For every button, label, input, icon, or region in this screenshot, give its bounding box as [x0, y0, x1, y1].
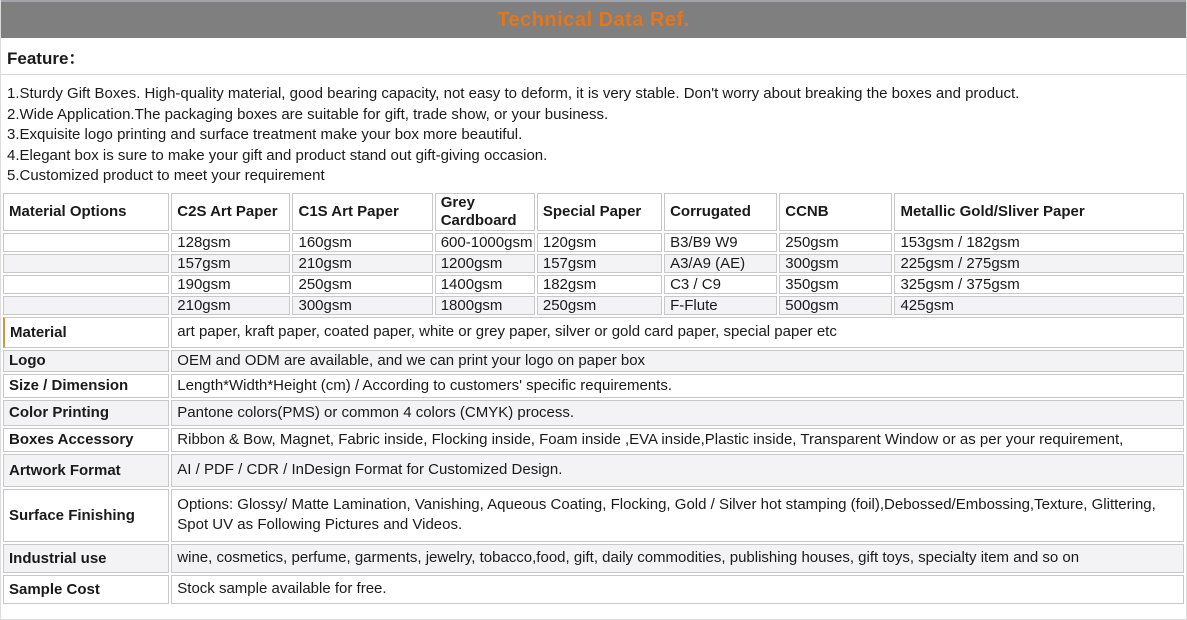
spec-row-logo: [3, 350, 1184, 372]
feature-section: [1, 38, 1186, 191]
gsm-cell: 1400gsm: [435, 275, 535, 294]
gsm-cell: 210gsm: [292, 254, 432, 273]
feature-item-5: 5.Customized product to meet your requirement: [7, 167, 325, 184]
spec-label-artwork-format: Artwork Format: [3, 454, 169, 487]
gsm-cell: 210gsm: [171, 296, 290, 315]
gsm-cell: 120gsm: [537, 233, 662, 252]
flute-cell: B3/B9 W9: [664, 233, 777, 252]
spec-row-surface-finishing: [3, 489, 1184, 542]
gsm-cell: 325gsm / 375gsm: [894, 275, 1184, 294]
gsm-cell: 300gsm: [779, 254, 892, 273]
gsm-cell: 190gsm: [171, 275, 290, 294]
spec-label-logo: Logo: [3, 350, 169, 372]
gsm-cell: 225gsm / 275gsm: [894, 254, 1184, 273]
gsm-cell: 250gsm: [779, 233, 892, 252]
spec-value-logo: OEM and ODM are available, and we can print your logo on paper box: [171, 350, 1184, 372]
spec-row-sample-cost: [3, 575, 1184, 604]
spec-row-artwork-format: [3, 454, 1184, 487]
flute-cell: F-Flute: [664, 296, 777, 315]
column-header-special-paper: Special Paper: [537, 193, 662, 231]
feature-item-2: 2.Wide Application.The packaging boxes are suitable for gift, trade show, or your business.: [7, 105, 609, 123]
gsm-cell: 300gsm: [292, 296, 432, 315]
gsm-cell: 1800gsm: [435, 296, 535, 315]
gsm-cell: 1200gsm: [435, 254, 535, 273]
empty-cell: [3, 254, 169, 273]
column-header-c1s-art-paper: C1S Art Paper: [292, 193, 432, 231]
empty-cell: [3, 296, 169, 315]
materials-row-4: [3, 296, 1184, 315]
spec-label-sample-cost: Sample Cost: [3, 575, 169, 604]
column-header-material-options: Material Options: [3, 193, 169, 231]
empty-cell: [3, 233, 169, 252]
spec-value-surface-finishing: Options: Glossy/ Matte Lamination, Vanishing, Aqueous Coating, Flocking, Gold / Silver hot stamping (foil),Debossed/Embossing,Texture, Glittering, Spot UV as Following Pictures and Videos.: [171, 489, 1184, 542]
spec-row-boxes-accessory: [3, 428, 1184, 452]
spec-label-boxes-accessory: Boxes Accessory: [3, 428, 169, 452]
title-bar: [1, 0, 1186, 38]
spec-label-material: Material: [3, 317, 169, 348]
gsm-cell: 250gsm: [292, 275, 432, 294]
gsm-cell: 128gsm: [171, 233, 290, 252]
spec-value-material: art paper, kraft paper, coated paper, white or grey paper, silver or gold card paper, special paper etc: [171, 317, 1184, 348]
spec-label-industrial-use: Industrial use: [3, 544, 169, 573]
spec-row-industrial-use: [3, 544, 1184, 573]
feature-item-3: 3.Exquisite logo printing and surface treatment make your box more beautiful.: [7, 126, 523, 143]
spec-value-boxes-accessory: Ribbon & Bow, Magnet, Fabric inside, Flocking inside, Foam inside ,EVA inside,Plastic inside, Transparent Window or as per your requirement,: [171, 428, 1184, 452]
column-header-ccnb: CCNB: [779, 193, 892, 231]
gsm-cell: 350gsm: [779, 275, 892, 294]
feature-heading: Feature：: [1, 38, 1186, 75]
spec-value-artwork-format: AI / PDF / CDR / InDesign Format for Customized Design.: [171, 454, 1184, 487]
materials-row-1: [3, 233, 1184, 252]
empty-cell: [3, 275, 169, 294]
feature-item-4: 4.Elegant box is sure to make your gift and product stand out gift-giving occasion.: [7, 146, 548, 164]
spec-row-size-dimension: [3, 374, 1184, 398]
page-title: Technical Data Ref.: [497, 8, 690, 31]
technical-data-table: [1, 191, 1186, 606]
gsm-cell: 160gsm: [292, 233, 432, 252]
gsm-cell: 182gsm: [537, 275, 662, 294]
spec-label-surface-finishing: Surface Finishing: [3, 489, 169, 542]
materials-row-3: [3, 275, 1184, 294]
feature-item-1: 1.Sturdy Gift Boxes. High-quality material, good bearing capacity, not easy to deform, it is very stable. Don't worry about breaking the boxes and product.: [7, 85, 1020, 102]
gsm-cell: 425gsm: [894, 296, 1184, 315]
flute-cell: C3 / C9: [664, 275, 777, 294]
gsm-cell: 153gsm / 182gsm: [894, 233, 1184, 252]
column-header-grey-cardboard: Grey Cardboard: [435, 193, 535, 231]
spec-value-color-printing: Pantone colors(PMS) or common 4 colors (CMYK) process.: [171, 400, 1184, 426]
gsm-cell: 157gsm: [537, 254, 662, 273]
spec-row-material: [3, 317, 1184, 348]
gsm-cell: 500gsm: [779, 296, 892, 315]
spec-label-size-dimension: Size / Dimension: [3, 374, 169, 398]
column-header-c2s-art-paper: C2S Art Paper: [171, 193, 290, 231]
column-header-corrugated: Corrugated: [664, 193, 777, 231]
gsm-cell: 600-1000gsm: [435, 233, 535, 252]
gsm-cell: 157gsm: [171, 254, 290, 273]
gsm-cell: 250gsm: [537, 296, 662, 315]
spec-value-size-dimension: Length*Width*Height (cm) / According to customers' specific requirements.: [171, 374, 1184, 398]
spec-row-color-printing: [3, 400, 1184, 426]
column-header-metallic-paper: Metallic Gold/Sliver Paper: [894, 193, 1184, 231]
materials-header-row: [3, 193, 1184, 231]
materials-row-2: [3, 254, 1184, 273]
feature-list: [1, 75, 1186, 191]
flute-cell: A3/A9 (AE): [664, 254, 777, 273]
spec-value-industrial-use: wine, cosmetics, perfume, garments, jewelry, tobacco,food, gift, daily commodities, publishing houses, gift toys, specialty item and so on: [171, 544, 1184, 573]
spec-value-sample-cost: Stock sample available for free.: [171, 575, 1184, 604]
spec-label-color-printing: Color Printing: [3, 400, 169, 426]
